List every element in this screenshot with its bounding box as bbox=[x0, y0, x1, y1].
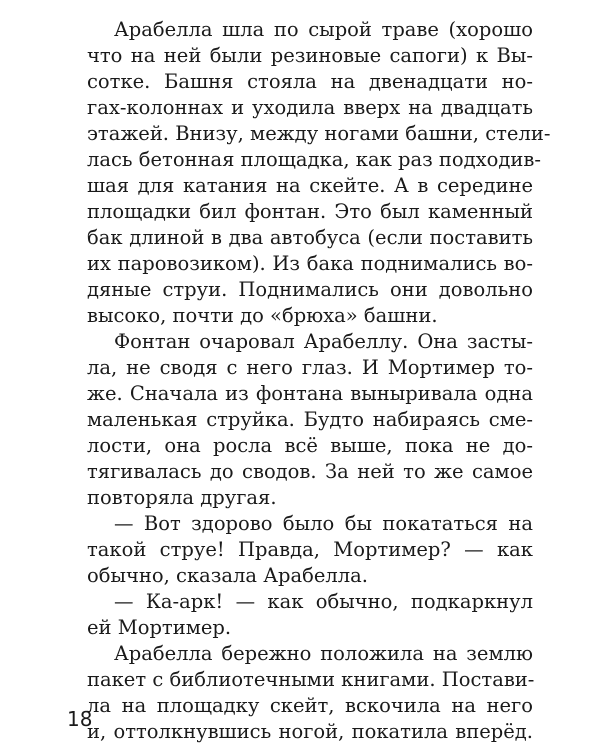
text-line: их паровозиком). Из бака поднимались во- bbox=[87, 252, 533, 275]
text-line: пакет с библиотечными книгами. Постави- bbox=[87, 668, 535, 691]
text-line: что на ней были резиновые сапоги) к Вы- bbox=[87, 44, 533, 67]
text-line: — Ка-арк! — как обычно, подкаркнул bbox=[114, 590, 533, 613]
text-line: ей Мортимер. bbox=[87, 616, 232, 639]
text-line: же. Сначала из фонтана выныривала одна bbox=[87, 382, 533, 405]
page-number: 18 bbox=[67, 707, 93, 731]
text-line: Арабелла шла по сырой траве (хорошо bbox=[114, 18, 533, 41]
page-text bbox=[87, 17, 551, 745]
text-line: и, оттолкнувшись ногой, покатила вперёд. bbox=[87, 720, 533, 743]
text-line: лась бетонная площадка, как раз подходив- bbox=[87, 148, 541, 171]
text-line: бак длиной в два автобуса (если поставить bbox=[87, 226, 533, 249]
text-line: ла, не сводя с него глаз. И Мортимер то- bbox=[87, 356, 533, 379]
text-line: обычно, сказала Арабелла. bbox=[87, 564, 368, 587]
text-line: гах-колоннах и уходила вверх на двадцать bbox=[87, 96, 533, 119]
text-line: дяные струи. Поднимались они довольно bbox=[87, 278, 533, 301]
text-line: этажей. Внизу, между ногами башни, стели- bbox=[87, 122, 551, 145]
text-line: — Вот здорово было бы покататься на bbox=[114, 512, 533, 535]
text-line: лости, она росла всё выше, пока не до- bbox=[87, 434, 533, 457]
text-line: высоко, почти до «брюха» башни. bbox=[87, 304, 438, 327]
text-line: маленькая струйка. Будто набираясь сме- bbox=[87, 408, 533, 431]
text-line: ла на площадку скейт, вскочила на него bbox=[87, 694, 533, 717]
text-line: шая для катания на скейте. А в середине bbox=[87, 174, 533, 197]
text-line: Фонтан очаровал Арабеллу. Она засты- bbox=[114, 330, 533, 353]
text-line: Арабелла бережно положила на землю bbox=[114, 642, 533, 665]
text-line: тягивалась до сводов. За ней то же самое bbox=[87, 460, 533, 483]
text-line: такой струе! Правда, Мортимер? — как bbox=[87, 538, 533, 561]
text-line: сотке. Башня стояла на двенадцати но- bbox=[87, 70, 533, 93]
text-line: площадки бил фонтан. Это был каменный bbox=[87, 200, 533, 223]
text-line: повторяла другая. bbox=[87, 486, 277, 509]
